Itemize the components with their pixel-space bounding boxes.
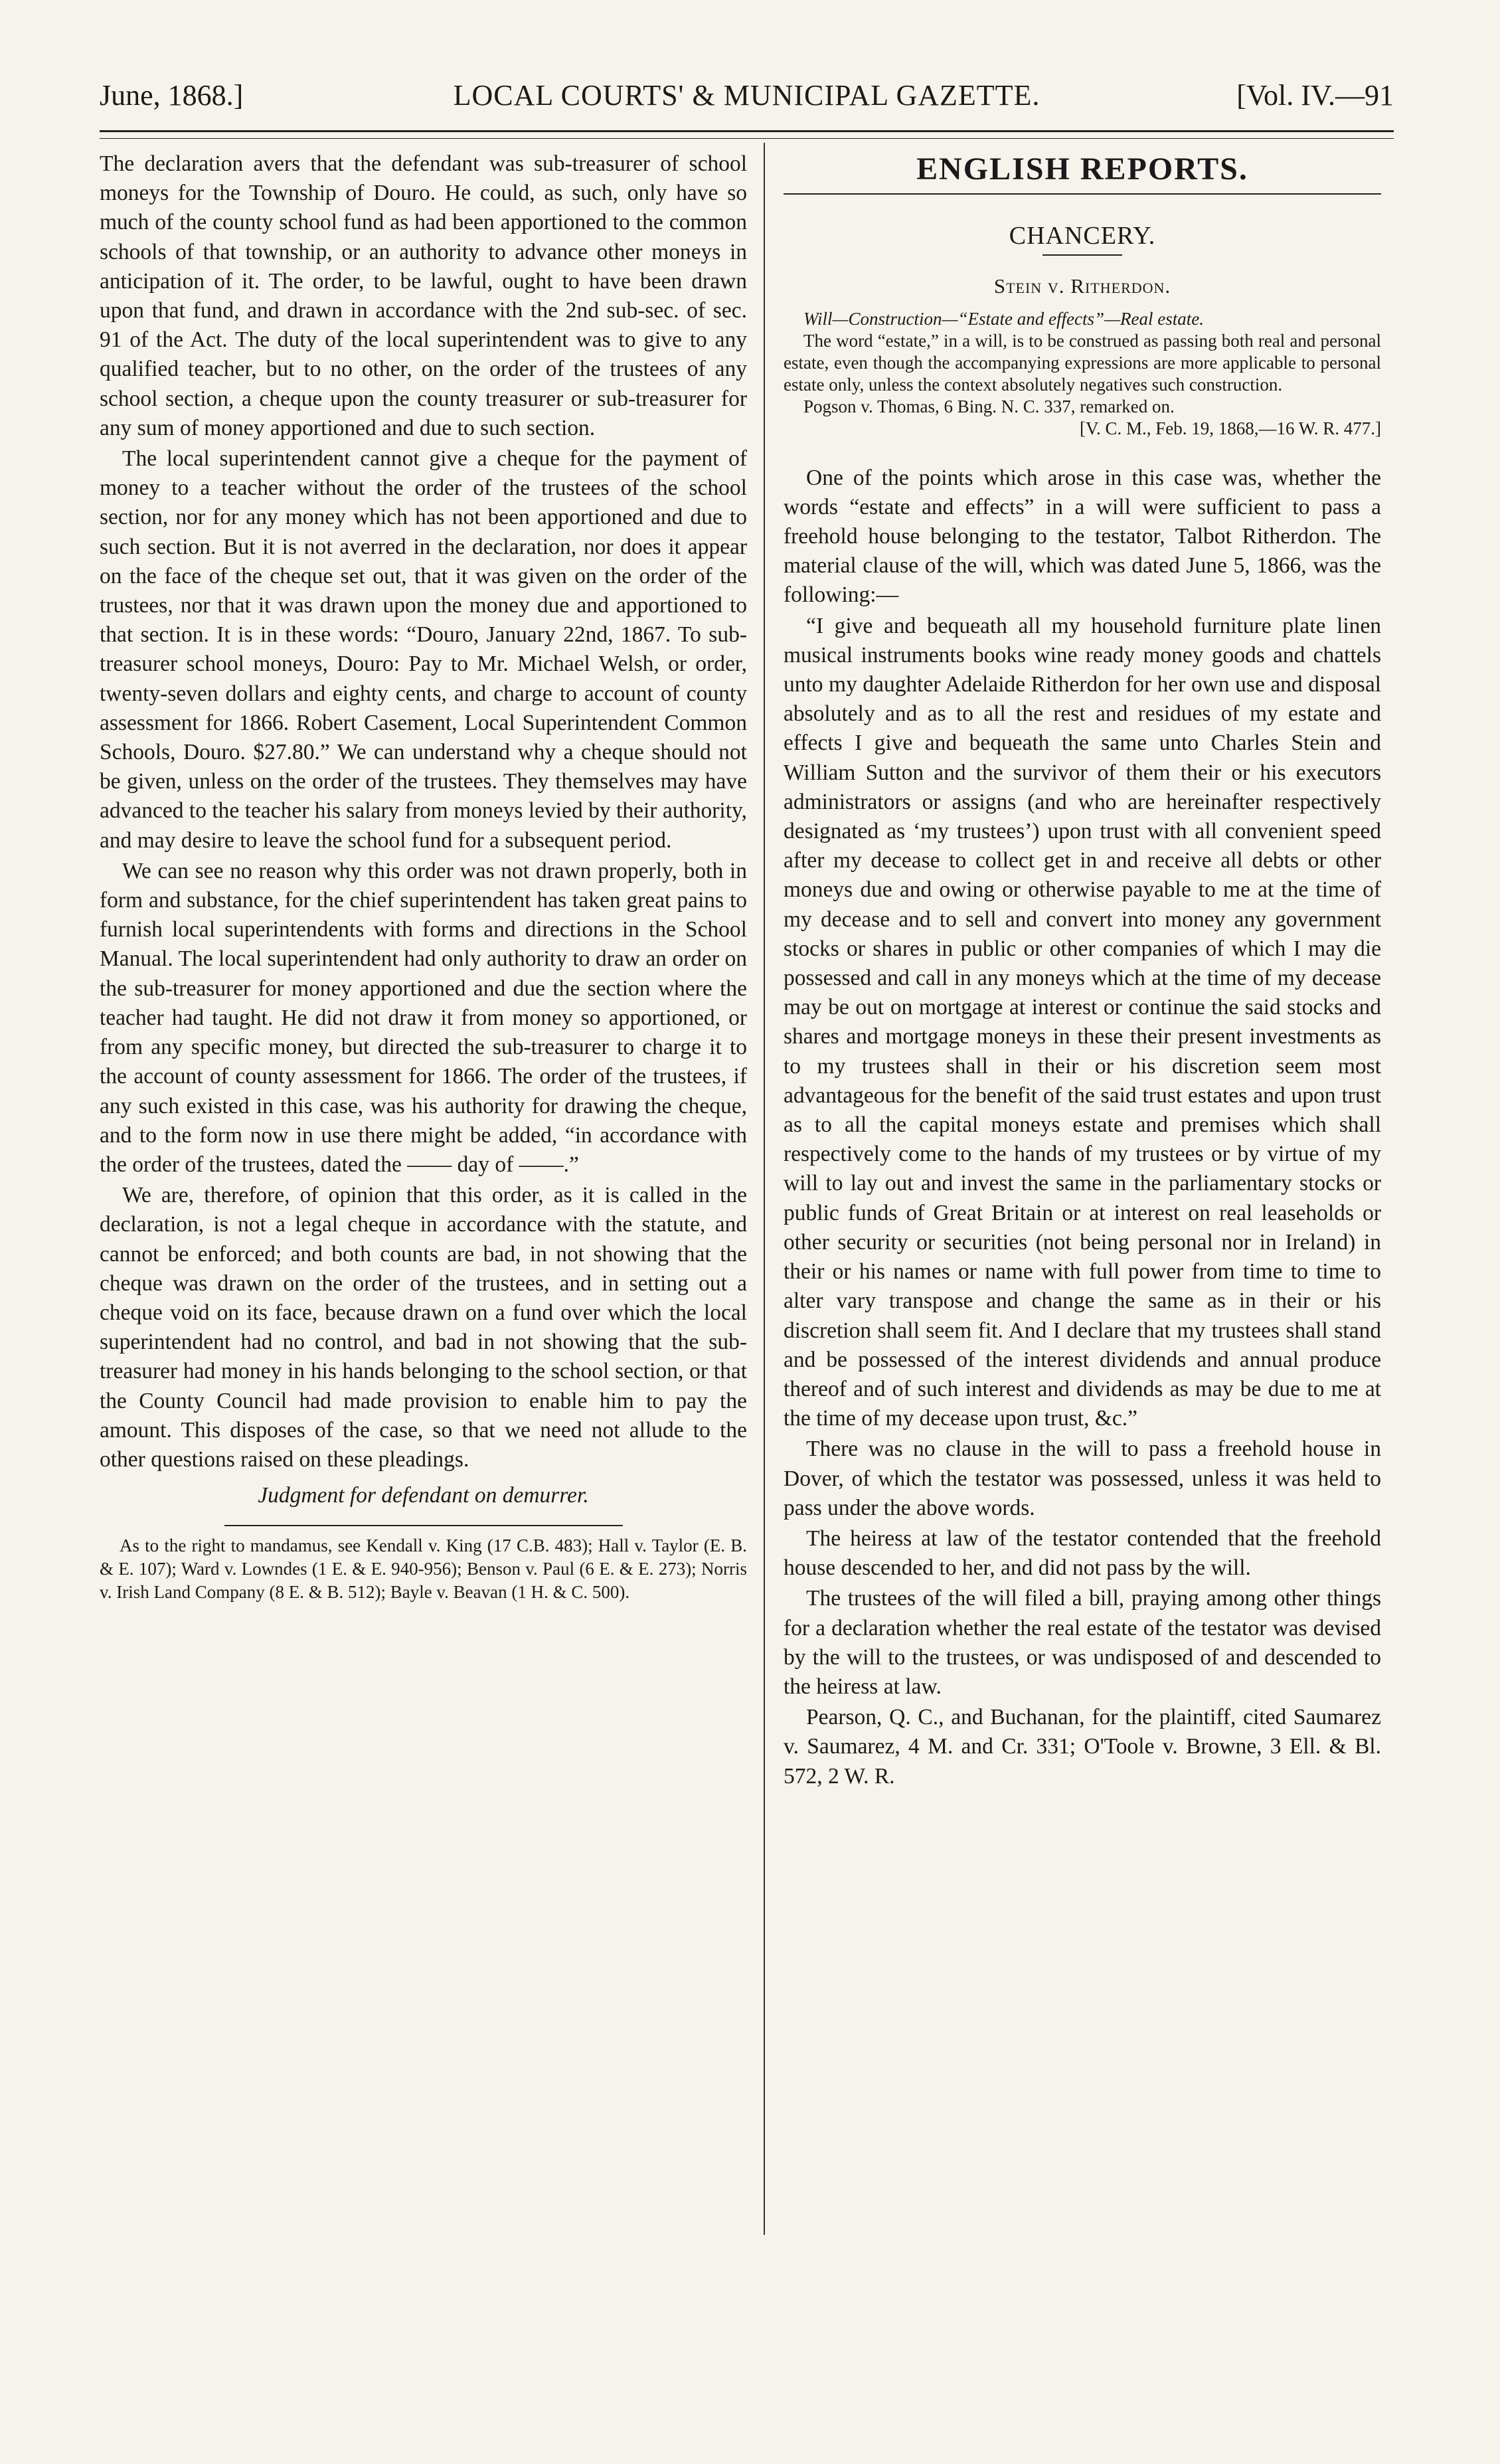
case-name: Stein v. Ritherdon.: [993, 274, 1171, 298]
page-header: [100, 78, 1394, 132]
right-column: [784, 149, 1381, 1793]
court-name: CHANCERY.: [1009, 222, 1156, 250]
column-divider: [764, 143, 765, 2235]
footnote: As to the right to mandamus, see Kendall v. King (17 C.B. 483); Hall v. Taylor (E. B. & E. 107); Ward v. Lowndes (1 E. & E. 940-956); Benson v. Paul (6 E. & E. 273); Norris v. Irish Land Company (8 E. & B. 512); Bayle v. Beavan (1 H. & C. 500).: [100, 1536, 747, 1603]
left-column: [100, 149, 747, 1605]
paragraph: We are, therefore, of opinion that this order, as it is called in the declaration, is not a legal cheque in accordance with the statute, and cannot be enforced; and both counts are bad, in not showing that the cheque was drawn on the order of the trustees, and in setting out a cheque void on its face, because drawn on a fund over which the local superintendent had no control, and bad in not showing that the sub-treasurer had money in his hands belonging to the school section, or that the County Council had made provision to enable him to pay the amount. This disposes of the case, so that we need not allude to the other questions raised on these pleadings.: [100, 1183, 747, 1472]
headnote-reference: Pogson v. Thomas, 6 Bing. N. C. 337, remarked on.: [803, 396, 1175, 416]
case-citation: [V. C. M., Feb. 19, 1868,—16 W. R. 477.]: [1079, 418, 1381, 438]
paragraph: There was no clause in the will to pass a freehold house in Dover, of which the testator was possessed, unless it was held to pass under the above words.: [784, 1437, 1381, 1520]
court-rule: [1042, 254, 1122, 256]
headnote-subject: Will—Construction—“Estate and effects”—Real estate.: [803, 308, 1204, 329]
issue-date: June, 1868.]: [100, 79, 244, 112]
section-title: ENGLISH REPORTS.: [916, 151, 1248, 187]
paragraph: “I give and bequeath all my household furniture plate linen musical instruments books wine ready money goods and chattels unto my daughter Adelaide Ritherdon for her own use and disposal absolutely and as to all the rest and residues of my estate and effects I give and bequeath the same unto Charles Stein and William Sutton and the survivor of them their or his executors administrators or assigns (and who are hereinafter respectively designated as ‘my trustees’) upon trust with all convenient speed after my decease to collect get in and receive all debts or other moneys due and owing or otherwise payable to me at the time of my decease and to sell and convert into money any government stocks or shares in public or other companies of which I may die possessed and call in any moneys which at the time of my decease may be out on mortgage at interest or continue the said stocks and shares and mortgage moneys in these their present investments as to my trustees shall in their or his discretion seem most advantageous for the benefit of the said trust estates and upon trust as to all the capital moneys estate and premises which shall respectively come to the hands of my trustees or by virtue of my will to lay out and invest the same in the parliamentary stocks or public funds of Great Britain or at interest on real leaseholds or other security or securities (not being personal nor in Ireland) in their or his names or name with full power from time to time to alter vary transpose and change the same as in their or his discretion shall seem fit. And I declare that my trustees shall stand and be possessed of the interest dividends and annual produce thereof and of such interest and dividends as may be due to me at the time of my decease upon trust, &c.”: [784, 613, 1381, 1431]
header-rule: [100, 130, 1394, 139]
section-rule: [784, 193, 1381, 195]
judgment-line: Judgment for defendant on demurrer.: [258, 1483, 589, 1508]
paragraph: We can see no reason why this order was not drawn properly, both in form and substance, for the chief superintendent has taken great pains to furnish local superintendents with forms and directions in the School Manual. The local superintendent had only authority to draw an order on the sub-treasurer for money apportioned and due the section where the teacher had taught. He did not draw it from money so apportioned, or from any specific money, but directed the sub-treasurer to charge it to the account of county assessment for 1866. The order of the trustees, if any such existed in this case, was his authority for drawing the cheque, and to the form now in use there might be added, “in accordance with the order of the trustees, dated the —— day of ——.”: [100, 858, 747, 1177]
paragraph: The trustees of the will filed a bill, praying among other things for a declaration whether the real estate of the testator was devised by the will to the trustees, or was undisposed of and descended to the heiress at law.: [784, 1586, 1381, 1699]
footnote-rule: [224, 1525, 623, 1526]
paragraph: The local superintendent cannot give a cheque for the payment of money to a teacher without the order of the trustees of the school section, nor for any money which has not been apportioned and due to such section. But it is not averred in the declaration, nor does it appear on the face of the cheque set out, that it was given on the order of the trustees, nor that it was drawn upon the money due and apportioned to that section. It is in these words: “Douro, January 22nd, 1867. To sub-treasurer school moneys, Douro: Pay to Mr. Michael Welsh, or order, twenty-seven dollars and eighty cents, and charge to account of county assessment for 1866. Robert Casement, Local Superintendent Common Schools, Douro. $27.80.” We can understand why a cheque should not be given, unless on the order of the trustees. They themselves may have advanced to the teacher his salary from moneys levied by their authority, and may desire to leave the school fund for a subsequent period.: [100, 446, 747, 853]
volume-page: [Vol. IV.—91: [1236, 79, 1394, 112]
paragraph: The heiress at law of the testator contended that the freehold house descended to her, and did not pass by the will.: [784, 1526, 1381, 1581]
paragraph: One of the points which arose in this case was, whether the words “estate and effects” in a will were sufficient to pass a freehold house belonging to the testator, Talbot Ritherdon. The material clause of the will, which was dated June 5, 1866, was the following:—: [784, 465, 1381, 608]
paragraph: Pearson, Q. C., and Buchanan, for the plaintiff, cited Saumarez v. Saumarez, 4 M. and Cr. 331; O'Toole v. Browne, 3 Ell. & Bl. 572, 2 W. R.: [784, 1705, 1381, 1789]
publication-title: LOCAL COURTS' & MUNICIPAL GAZETTE.: [453, 79, 1041, 112]
headnote: The word “estate,” in a will, is to be construed as passing both real and personal estate, even though the accompanying expressions are more applicable to personal estate only, unless the context absolutely negatives such construction.: [784, 330, 1381, 395]
paragraph: The declaration avers that the defendant was sub-treasurer of school moneys for the Township of Douro. He could, as such, only have so much of the county school fund as had been apportioned to the common schools of that township, or an authority to advance other moneys in anticipation of it. The order, to be lawful, ought to have been drawn upon that fund, and drawn in accordance with the 2nd sub-sec. of sec. 91 of the Act. The duty of the local superintendent was to give to any qualified teacher, but to no other, on the order of the trustees of any school section, a cheque upon the county treasurer or sub-treasurer for any sum of money apportioned and due to such section.: [100, 151, 747, 440]
